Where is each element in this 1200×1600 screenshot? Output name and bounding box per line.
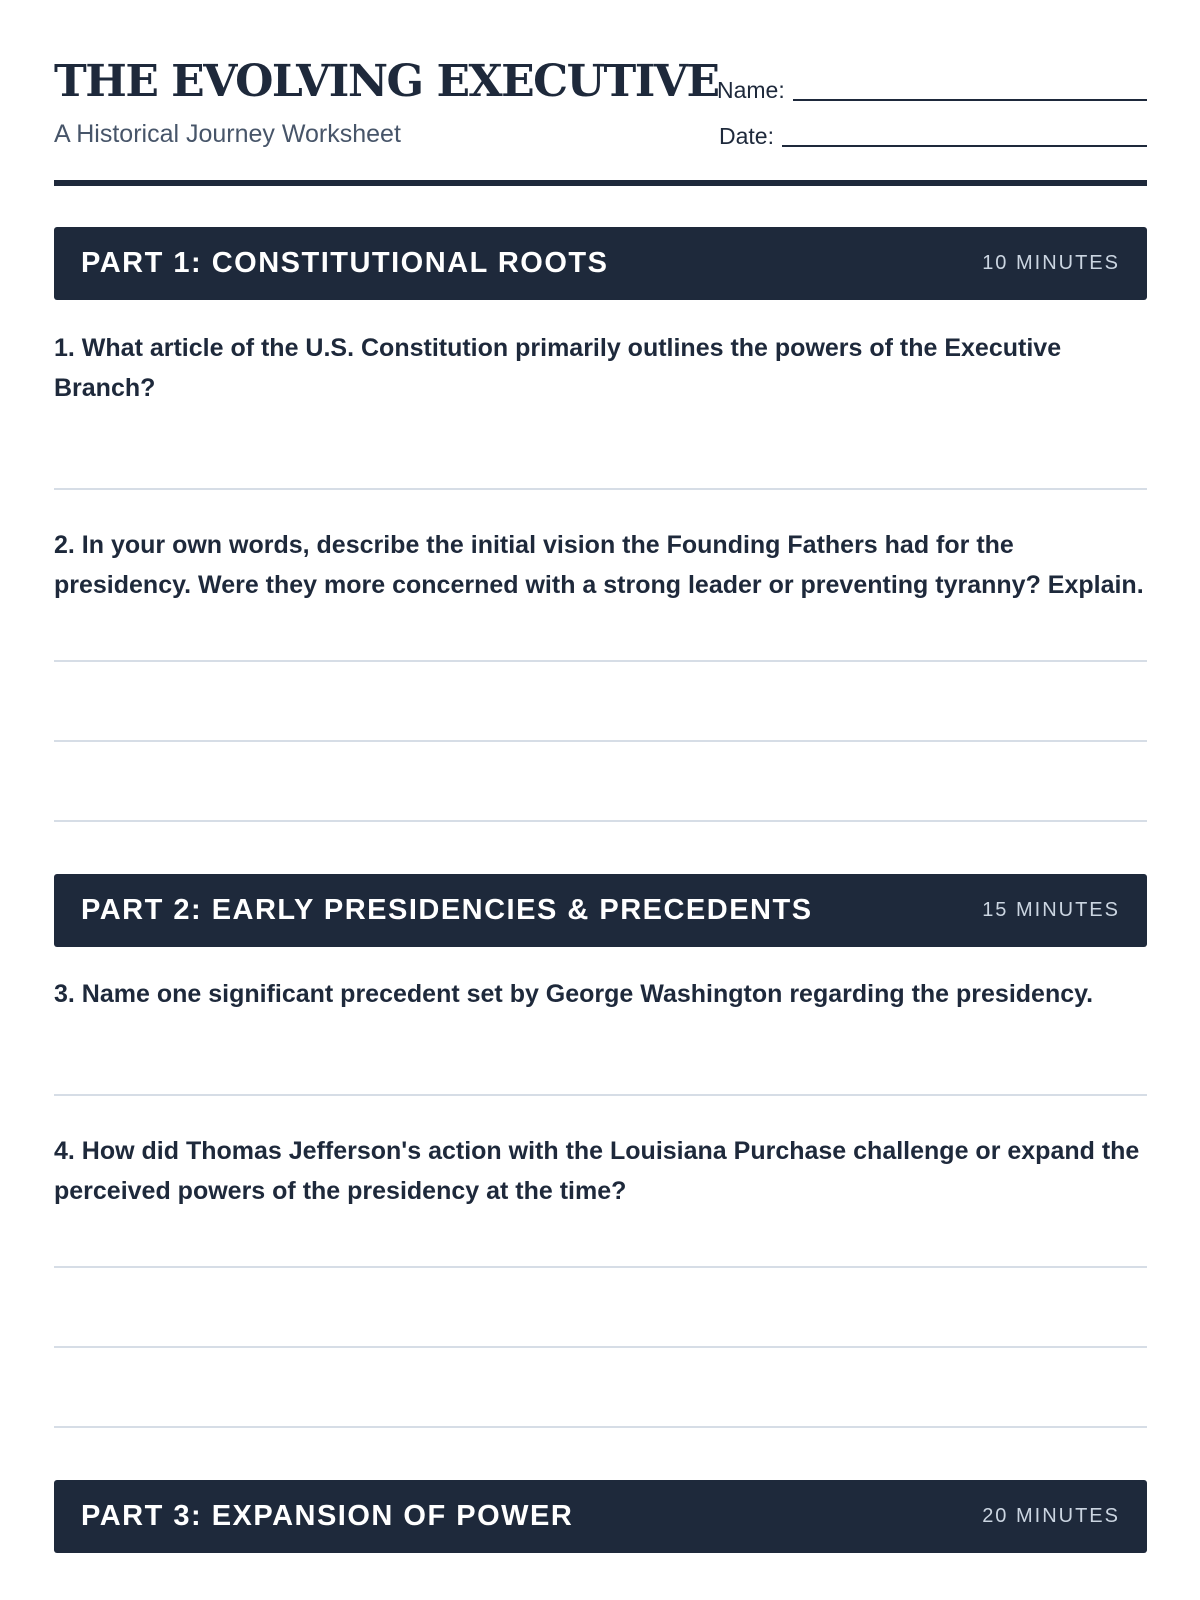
section-title: PART 1: CONSTITUTIONAL ROOTS xyxy=(81,247,609,279)
answer-line[interactable] xyxy=(54,740,1147,742)
answer-line[interactable] xyxy=(54,488,1147,490)
section-title: PART 3: EXPANSION OF POWER xyxy=(81,1500,574,1532)
name-blank-line[interactable] xyxy=(793,77,1147,101)
answer-line[interactable] xyxy=(54,820,1147,822)
answer-line[interactable] xyxy=(54,1426,1147,1428)
date-field[interactable] xyxy=(719,122,1147,150)
section-time: 10 MINUTES xyxy=(982,252,1120,274)
section-time: 15 MINUTES xyxy=(982,899,1120,921)
date-label: Date: xyxy=(719,123,774,149)
name-field[interactable] xyxy=(717,76,1147,104)
answer-line[interactable] xyxy=(54,1266,1147,1268)
answer-line[interactable] xyxy=(54,1094,1147,1096)
worksheet-header xyxy=(54,0,1147,187)
section-header-part-2 xyxy=(54,874,1147,947)
name-label: Name: xyxy=(717,77,785,103)
section-header-part-3 xyxy=(54,1480,1147,1553)
question-1: 1. What article of the U.S. Constitution primarily outlines the powers of the Executive Branch? xyxy=(54,334,1062,402)
section-time: 20 MINUTES xyxy=(982,1505,1120,1527)
question-3: 3. Name one significant precedent set by George Washington regarding the presidency. xyxy=(54,980,1094,1008)
section-title: PART 2: EARLY PRESIDENCIES & PRECEDENTS xyxy=(81,894,813,926)
worksheet-title: THE EVOLVING EXECUTIVE xyxy=(54,56,719,107)
header-divider xyxy=(54,180,1147,186)
worksheet-subtitle: A Historical Journey Worksheet xyxy=(54,120,401,148)
answer-line[interactable] xyxy=(54,660,1147,662)
question-2: 2. In your own words, describe the initial vision the Founding Fathers had for the presidency. Were they more concerned with a strong leader or preventing tyranny? Explain. xyxy=(54,531,1144,599)
question-4: 4. How did Thomas Jefferson's action with the Louisiana Purchase challenge or expand the perceived powers of the presidency at the time? xyxy=(54,1137,1140,1205)
date-blank-line[interactable] xyxy=(782,123,1147,147)
section-header-part-1 xyxy=(54,227,1147,300)
worksheet-page xyxy=(54,0,1147,1553)
answer-line[interactable] xyxy=(54,1346,1147,1348)
